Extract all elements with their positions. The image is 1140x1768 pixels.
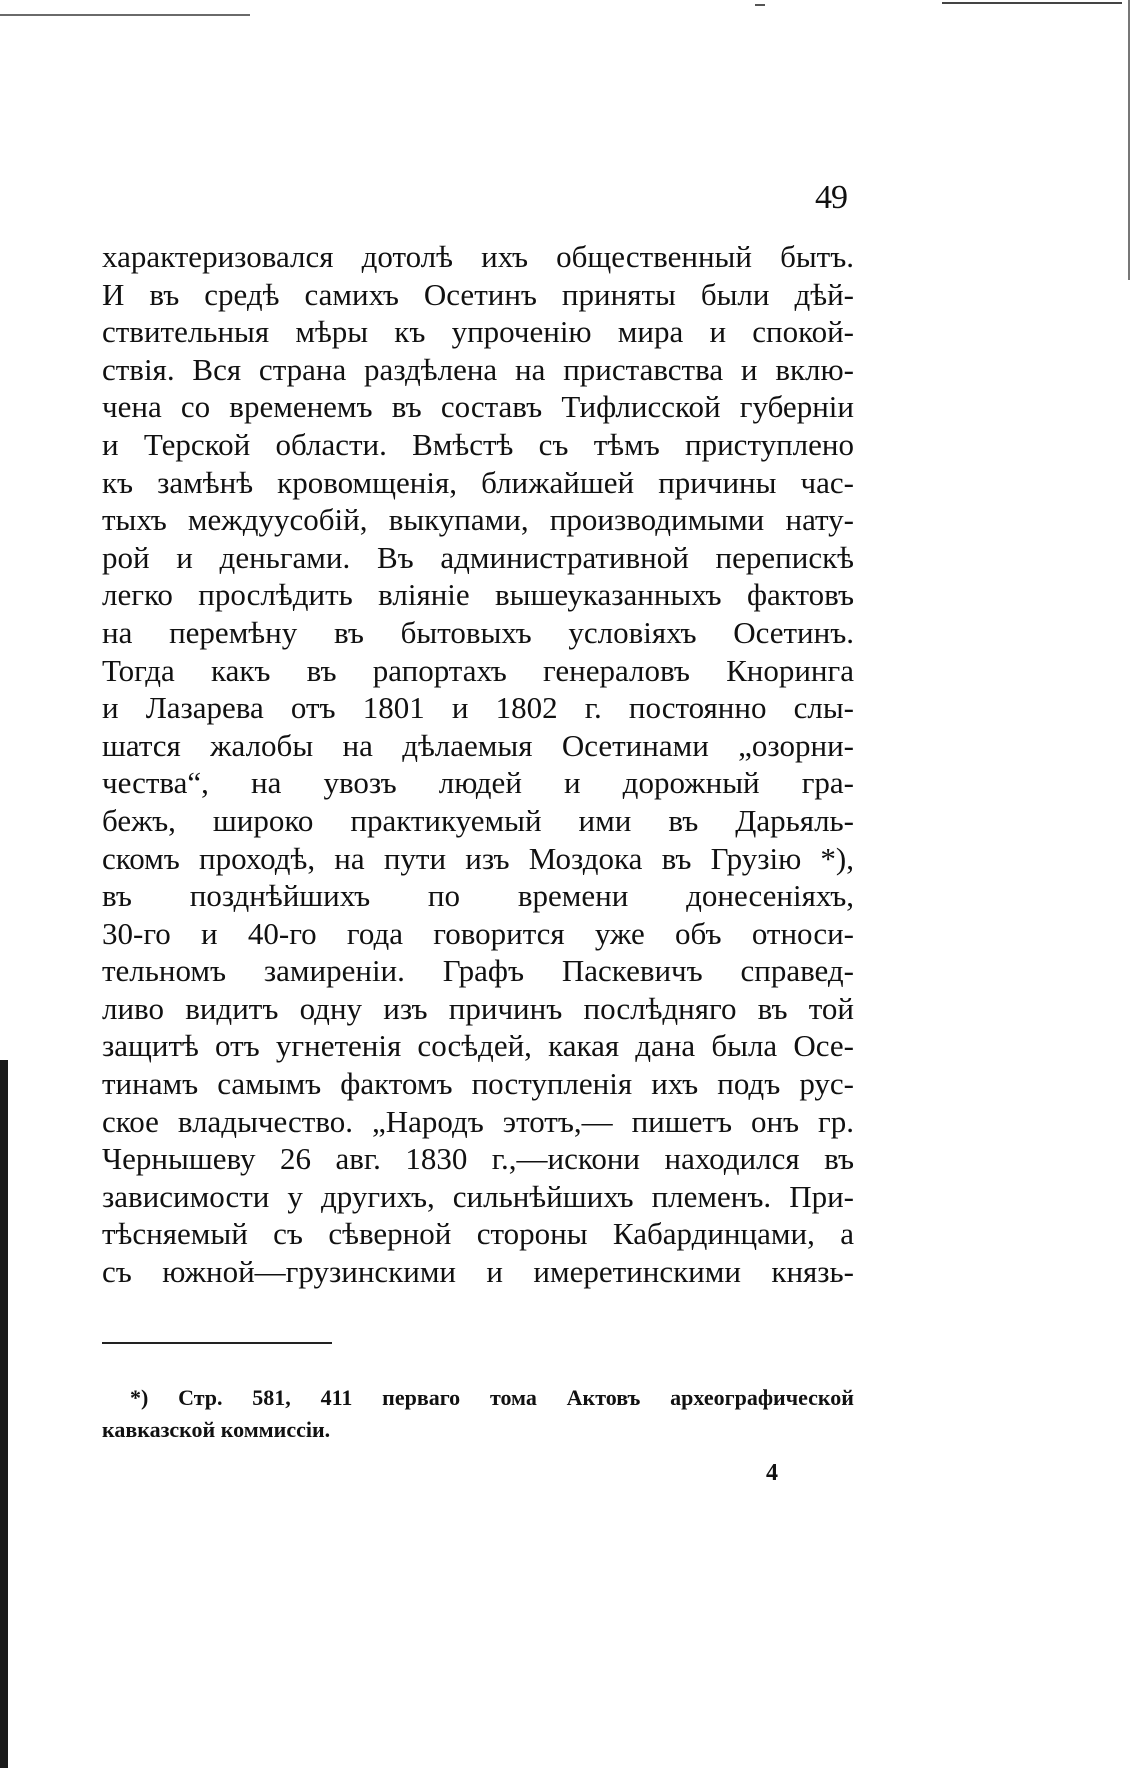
footnote-line: *) Стр. 581, 411 перваго тома Актовъ археографической [130, 1385, 854, 1410]
body-text [102, 238, 854, 1291]
scan-artifact-edge-right [1128, 0, 1130, 280]
scan-artifact-tick [755, 4, 765, 6]
text-line: къ замѣнѣ кровомщенія, ближайшей причины час- [102, 464, 854, 500]
footnote-divider [102, 1342, 332, 1344]
text-line: Тогда какъ въ рапортахъ генераловъ Кноринга [102, 652, 854, 688]
text-line: ствительныя мѣры къ упроченію мира и спокой- [102, 314, 854, 350]
printer-signature-mark: 4 [766, 1460, 778, 1486]
text-line: ливо видитъ одну изъ причинъ послѣдняго въ той [102, 990, 854, 1026]
text-line: рой и деньгами. Въ административной перепискѣ [102, 539, 854, 575]
text-line: тельномъ замиреніи. Графъ Паскевичъ справед- [102, 953, 854, 989]
text-line: тинамъ самымъ фактомъ поступленія ихъ подъ рус- [102, 1066, 854, 1102]
text-line: и Лазарева отъ 1801 и 1802 г. постоянно слы- [102, 690, 854, 726]
text-line: защитѣ отъ угнетенія сосѣдей, какая дана была Осе- [102, 1028, 854, 1064]
scan-artifact-edge-left [0, 1060, 8, 1768]
text-line: ствія. Вся страна раздѣлена на приставства и вклю- [102, 351, 854, 387]
text-line: ское владычество. „Народъ этотъ,— пишетъ онъ гр. [102, 1103, 854, 1139]
text-line: Чернышеву 26 авг. 1830 г.,—искони находился въ [102, 1141, 854, 1177]
scan-artifact-rule-right [942, 2, 1122, 4]
text-line: бежъ, широко практикуемый ими въ Дарьяль- [102, 802, 854, 838]
text-line: шатся жалобы на дѣлаемыя Осетинами „озорни- [102, 727, 854, 763]
footnote [102, 1382, 854, 1446]
text-line: съ южной—грузинскими и имеретинскими князь- [102, 1254, 854, 1290]
text-line: чена со временемъ въ составъ Тифлисской губерніи [102, 389, 854, 425]
text-line: и Терской области. Вмѣстѣ съ тѣмъ приступлено [102, 426, 854, 462]
text-line: на перемѣну въ бытовыхъ условіяхъ Осетинъ. [102, 614, 854, 650]
text-line: легко прослѣдить вліяніе вышеуказанныхъ фактовъ [102, 577, 854, 613]
text-line: тѣсняемый съ сѣверной стороны Кабардинцами, а [102, 1216, 854, 1252]
scan-artifact-rule [0, 14, 250, 16]
page-number: 49 [815, 179, 847, 216]
footnote-line: кавказской коммиссіи. [102, 1417, 331, 1442]
text-line: тыхъ междуусобій, выкупами, производимыми нату- [102, 502, 854, 538]
text-line: скомъ проходѣ, на пути изъ Моздока въ Грузію *), [102, 840, 854, 876]
text-line: 30-го и 40-го года говорится уже объ относи- [102, 915, 854, 951]
text-line: зависимости у другихъ, сильнѣйшихъ племенъ. При- [102, 1178, 854, 1214]
text-line: характеризовался дотолѣ ихъ общественный бытъ. [102, 239, 854, 274]
text-line: И въ средѣ самихъ Осетинъ приняты были дѣй- [102, 276, 854, 312]
text-line: чества“, на увозъ людей и дорожный гра- [102, 765, 854, 801]
text-line: въ позднѣйшихъ по времени донесеніяхъ, [102, 878, 854, 914]
